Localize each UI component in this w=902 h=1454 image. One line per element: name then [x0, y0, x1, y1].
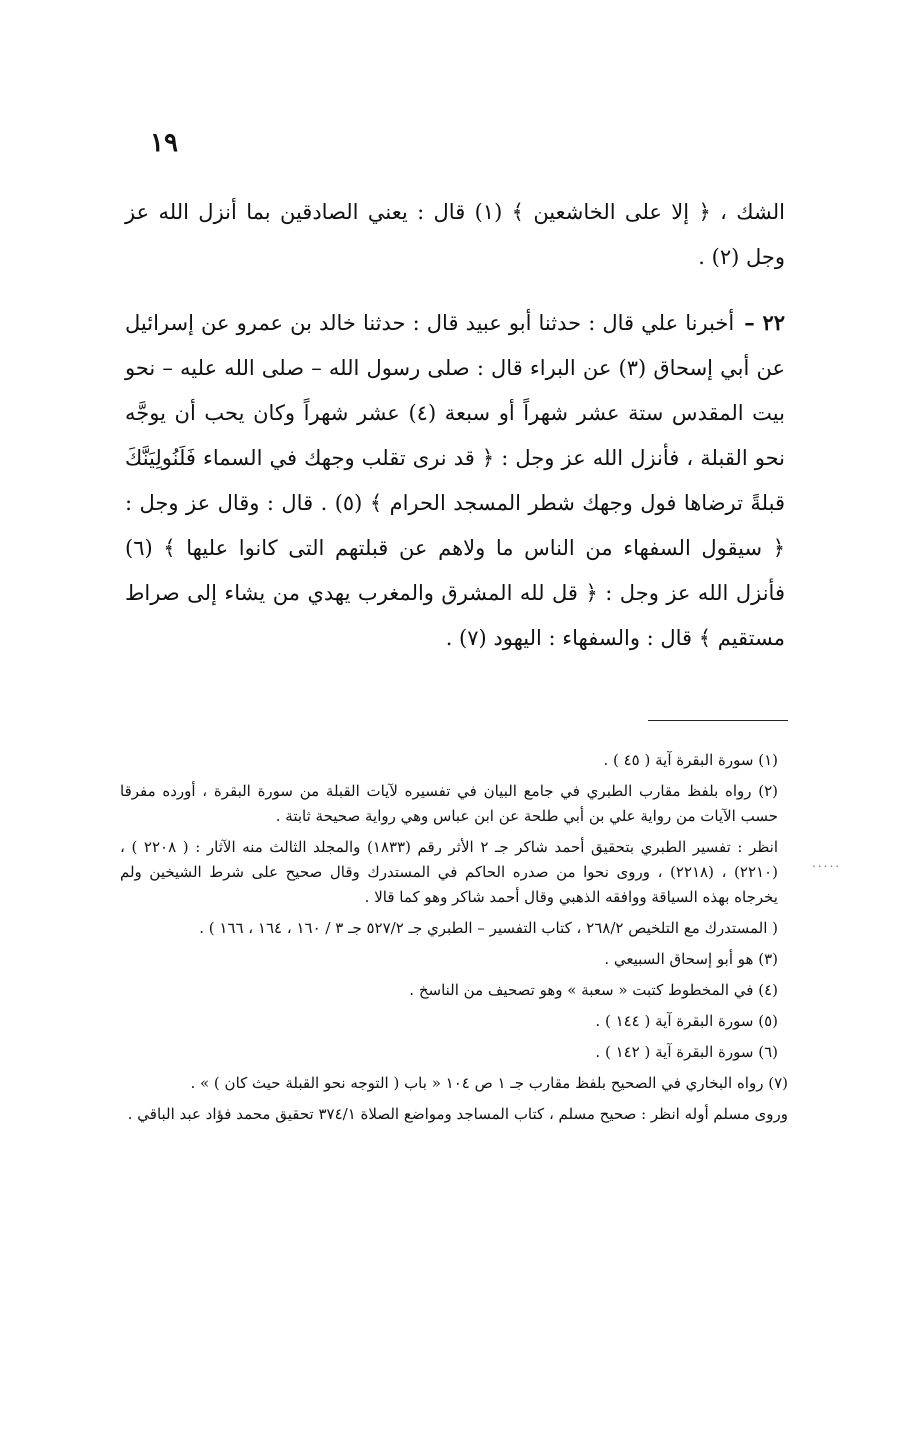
footnote-6: (٦) سورة البقرة آية ( ١٤٢ ) .: [595, 1043, 778, 1061]
hadith-22-paragraph: [125, 300, 785, 661]
footnote-7-note: وروى مسلم أوله انظر : صحيح مسلم ، كتاب المساجد ومواضع الصلاة ٣٧٤/١ تحقيق محمد فؤاد عبد الباقي .: [127, 1105, 788, 1123]
footnote-separator: [648, 720, 788, 721]
hadith-22-text: [125, 300, 785, 661]
footnote-4: (٤) في المخطوط كتبت « سعبة » وهو تصحيف من الناسخ .: [409, 981, 778, 999]
footnote-2-reference: ( المستدرك مع التلخيص ٢٦٨/٢ ، كتاب التفسير – الطبري جـ ٥٢٧/٢ جـ ٣ / ١٦٠ ، ١٦٤ ، ١٦٦ ) .: [199, 919, 778, 937]
footnote-2: (٢) رواه بلفظ مقارب الطبري في جامع البيان في تفسيره لآيات القبلة من سورة البقرة ، أورده مفرقا حسب الآيات من رواية علي بن أبي طلحة عن ابن عباس وهي رواية صحيحة ثابتة .: [120, 782, 778, 825]
paragraph-continuation: [125, 190, 785, 280]
footnote-3: (٣) هو أبو إسحاق السبيعي .: [604, 950, 778, 968]
margin-dots: .....: [812, 856, 842, 870]
paragraph-2-text: أخبرنا علي قال : حدثنا أبو عبيد قال : حدثنا خالد بن عمرو عن إسرائيل عن أبي إسحاق (٣) عن البراء قال : صلى رسول الله – صلى الله عليه – نحو بيت المقدس ستة عشر شهراً أو سبعة (٤) عشر شهراً وكان يحب أن يوجَّه نحو القبلة ، فأنزل الله عز وجل : ﴿ قد نرى تقلب وجهك في السماء فَلَنُولِيَنَّكَ قبلةً ترضاها فول وجهك شطر المسجد الحرام ﴾ (٥) . قال : وقال عز وجل : ﴿ سيقول السفهاء من الناس ما ولاهم عن قبلتهم التى كانوا عليها ﴾ (٦) فأنزل الله عز وجل : ﴿ قل لله المشرق والمغرب يهدي من يشاء إلى صراط مستقيم ﴾ قال : والسفهاء : اليهود (٧) .: [125, 311, 785, 650]
hadith-number: ٢٢ –: [744, 310, 786, 335]
footnote-5: (٥) سورة البقرة آية ( ١٤٤ ) .: [595, 1012, 778, 1030]
footnote-1: (١) سورة البقرة آية ( ٤٥ ) .: [603, 751, 778, 769]
footnotes-section: [120, 748, 800, 1133]
footnote-7: (٧) رواه البخاري في الصحيح بلفظ مقارب جـ ١ ص ١٠٤ « باب ( التوجه نحو القبلة حيث كان ) » .: [190, 1074, 788, 1092]
paragraph-1-text: الشك ، ﴿ إلا على الخاشعين ﴾ (١) قال : يعني الصادقين بما أنزل الله عز وجل (٢) .: [125, 200, 785, 269]
page-number: ١٩: [150, 128, 178, 158]
footnote-2-note: انظر : تفسير الطبري بتحقيق أحمد شاكر جـ ٢ الأثر رقم (١٨٣٣) والمجلد الثالث منه الآثار : ( ٢٢٠٨ ) ، (٢٢١٠) ، (٢٢١٨) ، وروى نحوا من صدره الحاكم في المستدرك وقال صحيح على شرط الشيخين ولم يخرجاه بهذه السياقة ووافقه الذهبي وقال أحمد شاكر وهو كما قالا .: [120, 838, 779, 906]
